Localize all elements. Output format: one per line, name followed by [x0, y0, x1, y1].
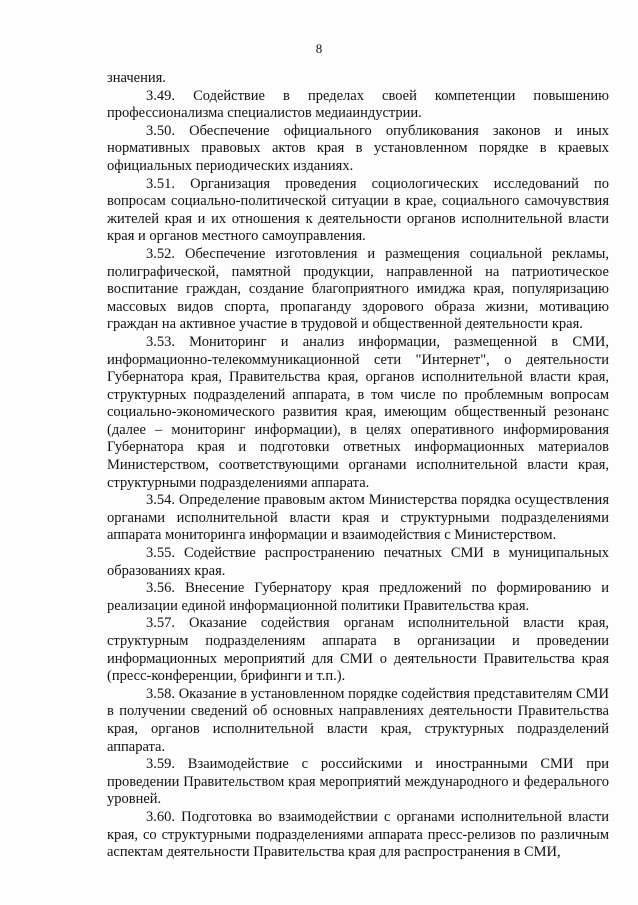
paragraph-3-49: 3.49. Содействие в пределах своей компетенции повышению профессионализма специалистов медиаиндустрии. [107, 87, 609, 122]
paragraph-3-54: 3.54. Определение правовым актом Министерства порядка осуществления органами исполнительной власти края и структурными подразделениями аппарата мониторинга информации и взаимодействия с Министерством. [107, 492, 609, 544]
paragraph-3-58: 3.58. Оказание в установленном порядке содействия представителям СМИ в получении сведений об основных направлениях деятельности Правительства края, органов исполнительной власти края, структурных подразделений аппарата. [107, 685, 609, 755]
paragraph-3-60: 3.60. Подготовка во взаимодействии с органами исполнительной власти края, со структурными подразделениями аппарата пресс-релизов по различным аспектам деятельности Правительства края для распространения в СМИ, [107, 808, 609, 861]
paragraph-3-53: 3.53. Мониторинг и анализ информации, размещенной в СМИ, информационно-телекоммуникационной сети "Интернет", о деятельности Губернатора края, Правительства края, органов исполнительной власти края, структурных подразделений аппарата, в том числе по проблемным вопросам социально-экономического развития края, имеющим общественный резонанс (далее – мониторинг информации), в целях оперативного информирования Губернатора края и подготовки ответных информационных материалов Министерством, соответствующими органами исполнительной власти края, структурными подразделениями аппарата. [107, 333, 609, 491]
paragraph-3-55: 3.55. Содействие распространению печатных СМИ в муниципальных образованиях края. [107, 545, 609, 579]
paragraph-3-57: 3.57. Оказание содействия органам исполнительной власти края, структурным подразделениям аппарата в организации и проведении информационных мероприятий для СМИ о деятельности Правительства края (пресс-конференции, брифинги и т.п.). [107, 615, 609, 685]
paragraph-3-50: 3.50. Обеспечение официального опубликования законов и иных нормативных правовых актов края в установленном порядке в краевых официальных периодических изданиях. [107, 122, 609, 174]
paragraph-3-51: 3.51. Организация проведения социологических исследований по вопросам социально-политической ситуации в крае, социального самочувствия жителей края и их отношения к деятельности органов исполнительной власти края и органов местного самоуправления. [107, 175, 609, 245]
paragraph-continuation: значения. [107, 70, 166, 86]
paragraph-3-56: 3.56. Внесение Губернатору края предложений по формированию и реализации единой информационной политики Правительства края. [107, 580, 609, 614]
page-number: 8 [315, 41, 323, 56]
paragraph-3-59: 3.59. Взаимодействие с российскими и иностранными СМИ при проведении Правительством края мероприятий международного и федерального уровней. [107, 756, 609, 808]
paragraph-3-52: 3.52. Обеспечение изготовления и размещения социальной рекламы, полиграфической, памятной продукции, направленной на патриотическое воспитание граждан, создание благоприятного имиджа края, популяризацию массовых видов спорта, пропаганду здорового образа жизни, мотивацию граждан на активное участие в трудовой и общественной деятельности края. [107, 245, 609, 333]
document-body [107, 70, 609, 862]
